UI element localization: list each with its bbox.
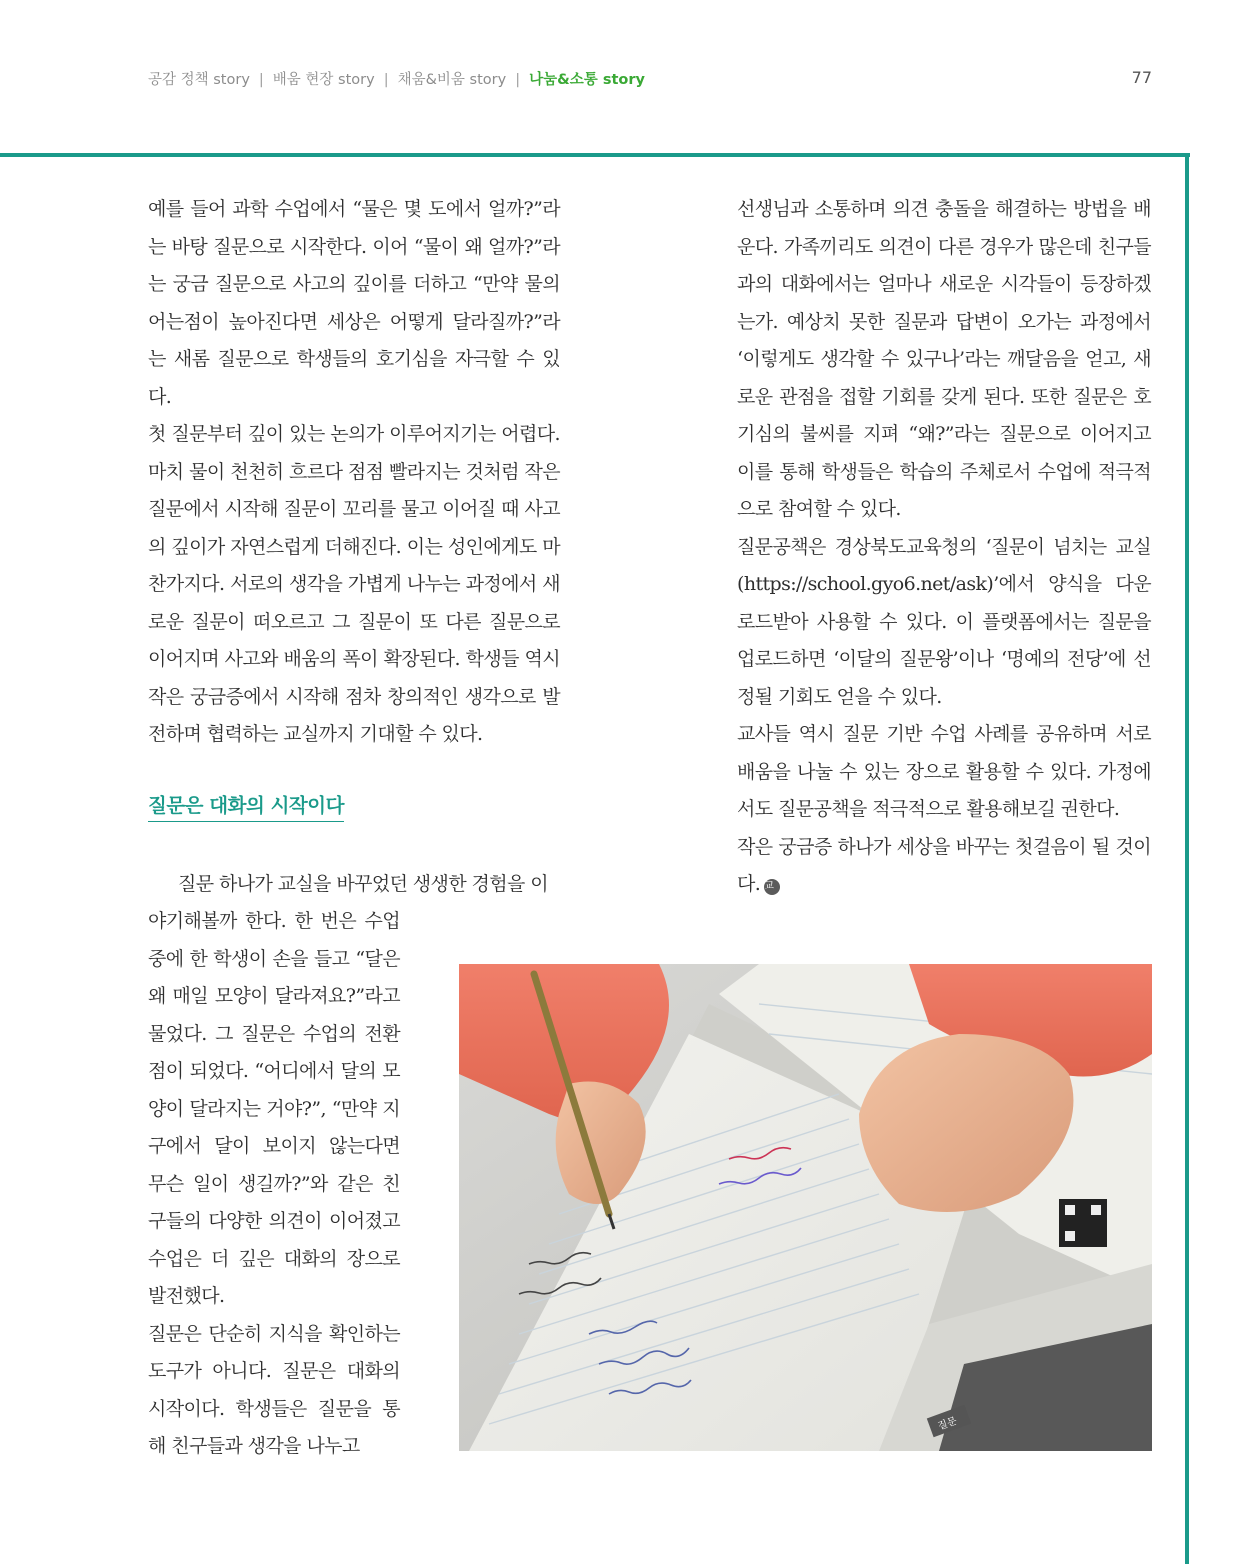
crumb-policy[interactable]: 공감 정책 story	[148, 72, 250, 88]
narrow-column	[148, 903, 400, 1466]
crumb-fill-empty[interactable]: 채움&비움 story	[397, 72, 507, 88]
crumb-separator: |	[515, 72, 521, 88]
paragraph: 질문 하나가 교실을 바꾸었던 생생한 경험을 이	[178, 873, 548, 895]
section-heading: 질문은 대화의 시작이다	[148, 793, 344, 822]
crumb-separator: |	[258, 72, 264, 88]
crumb-learning[interactable]: 배움 현장 story	[272, 72, 375, 88]
paragraph: 첫 질문부터 깊이 있는 논의가 이루어지기는 어렵다. 마치 물이 천천히 흐르다 점점 빨라지는 것처럼 작은 질문에서 시작해 질문이 꼬리를 물고 이어질 때 사고의 깊이가 자연스럽게 더해진다. 이는 성인에게도 마찬가지다. 서로의 생각을 가볍게 나누는 과정에서 새로운 질문이 떠오르고 그 질문이 또 다른 질문으로 이어지며 사고와 배움의 폭이 확장된다. 학생들 역시 작은 궁금증에서 시작해 점차 창의적인 생각으로 발전하며 협력하는 교실까지 기대할 수 있다.	[148, 423, 560, 745]
page-header	[148, 68, 1158, 92]
crumb-share-communicate[interactable]: 나눔&소통 story	[529, 72, 645, 88]
paragraph	[737, 829, 1151, 904]
closing-text: 작은 궁금증 하나가 세상을 바꾸는 첫걸음이 될 것이다.	[737, 835, 1151, 895]
section-intro-line	[148, 866, 560, 904]
right-column	[737, 191, 1151, 904]
paragraph: 예를 들어 과학 수업에서 “물은 몇 도에서 얼까?”라는 바탕 질문으로 시작한다. 이어 “물이 왜 얼까?”라는 궁금 질문으로 사고의 깊이를 더하고 “만약 물의 어는점이 높아진다면 세상은 어떻게 달라질까?”라는 새롬 질문으로 학생들의 호기심을 자극할 수 있다.	[148, 198, 560, 408]
paragraph: 교사들 역시 질문 기반 수업 사례를 공유하며 서로 배움을 나눌 수 있는 장으로 활용할 수 있다. 가정에서도 질문공책을 적극적으로 활용해보길 권한다.	[737, 723, 1151, 820]
crumb-separator: |	[383, 72, 389, 88]
paragraph: 질문공책은 경상북도교육청의 ‘질문이 넘치는 교실(https://school.gyo6.net/ask)’에서 양식을 다운로드받아 사용할 수 있다. 이 플랫폼에서는 질문을 업로드하면 ‘이달의 질문왕’이나 ‘명예의 전당’에 선정될 기회도 얻을 수 있다.	[737, 535, 1151, 708]
page-number: 77	[1131, 68, 1152, 87]
breadcrumb	[148, 68, 645, 89]
paragraph: 선생님과 소통하며 의견 충돌을 해결하는 방법을 배운다. 가족끼리도 의견이 다른 경우가 많은데 친구들과의 대화에서는 얼마나 새로운 시각들이 등장하겠는가. 예상치 못한 질문과 답변이 오가는 과정에서 ‘이렇게도 생각할 수 있구나’라는 깨달음을 얻고, 새로운 관점을 접할 기회를 갖게 된다. 또한 질문은 호기심의 불씨를 지펴 “왜?”라는 질문으로 이어지고 이를 통해 학생들은 학습의 주체로서 수업에 적극적으로 참여할 수 있다.	[737, 198, 1151, 520]
right-rule	[1185, 153, 1189, 1564]
paragraph: 야기해볼까 한다. 한 번은 수업 중에 한 학생이 손을 들고 “달은 왜 매일 모양이 달라져요?”라고 물었다. 그 질문은 수업의 전환점이 되었다. “어디에서 달의 모양이 달라지는 거야?”, “만약 지구에서 달이 보이지 않는다면 무슨 일이 생길까?”와 같은 친구들의 다양한 의견이 이어졌고 수업은 더 깊은 대화의 장으로 발전했다.	[148, 910, 400, 1307]
top-rule	[0, 153, 1190, 157]
notebook-writing-illustration	[459, 964, 1152, 1451]
classroom-photo	[459, 964, 1152, 1451]
left-column	[148, 191, 560, 754]
end-mark-icon: 교	[764, 879, 780, 895]
notebook-label: 질문	[936, 1415, 959, 1433]
paragraph: 질문은 단순히 지식을 확인하는 도구가 아니다. 질문은 대화의 시작이다. 학생들은 질문을 통해 친구들과 생각을 나누고	[148, 1322, 400, 1457]
